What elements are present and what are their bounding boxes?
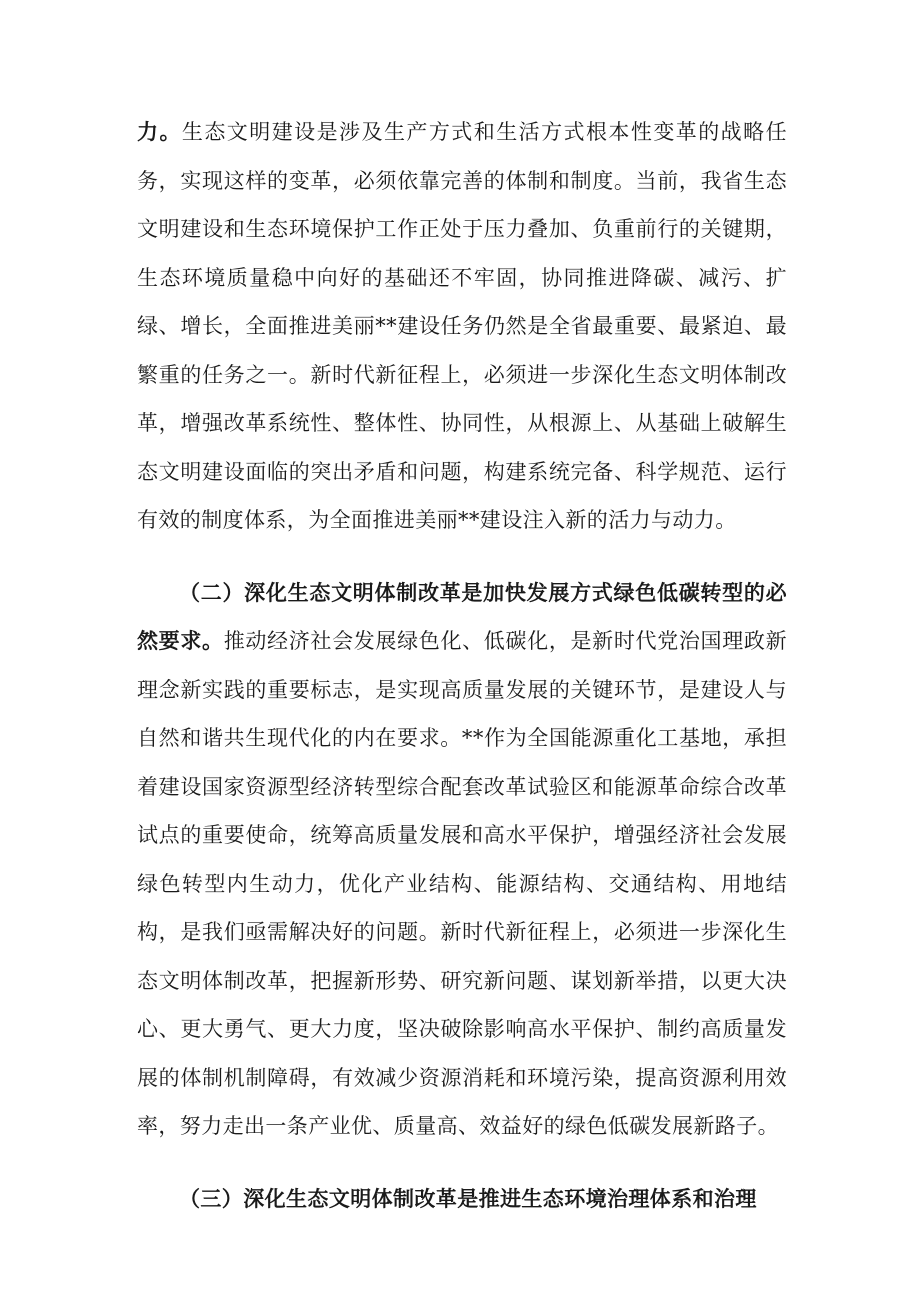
paragraph-2-body: 推动经济社会发展绿色化、低碳化，是新时代党治国理政新理念新实践的重要标志，是实现高质量发展的关键环节，是建设人与自然和谐共生现代化的内在要求。**作为全国能源重化工基地，承担着建设国家资源型经济转型综合配套改革试验区和能源革命综合改革试点的重要使命，统筹高质量发展和高水平保护，增强经济社会发展绿色转型内生动力，优化产业结构、能源结构、交通结构、用地结构，是我们亟需解决好的问题。新时代新征程上，必须进一步深化生态文明体制改革，把握新形势、研究新问题、谋划新举措，以更大决心、更大勇气、更大力度，坚决破除影响高水平保护、制约高质量发展的体制机制障碍，有效减少资源消耗和环境污染，提高资源利用效率，努力走出一条产业优、质量高、效益好的绿色低碳发展新路子。: [137, 629, 787, 1138]
paragraph-2: [137, 569, 787, 1151]
document-body: [137, 108, 787, 1223]
paragraph-1-body: 生态文明建设是涉及生产方式和生活方式根本性变革的战略任务，实现这样的变革，必须依靠完善的体制和制度。当前，我省生态文明建设和生态环境保护工作正处于压力叠加、负重前行的关键期，生态环境质量稳中向好的基础还不牢固，协同推进降碳、减污、扩绿、增长，全面推进美丽**建设任务仍然是全省最重要、最紧迫、最繁重的任务之一。新时代新征程上，必须进一步深化生态文明体制改革，增强改革系统性、整体性、协同性，从根源上、从基础上破解生态文明建设面临的突出矛盾和问题，构建系统完备、科学规范、运行有效的制度体系，为全面推进美丽**建设注入新的活力与动力。: [137, 120, 787, 532]
paragraph-3: [137, 1175, 787, 1224]
paragraph-1: [137, 108, 787, 545]
paragraph-1-lead: 力。: [137, 119, 182, 144]
paragraph-2-heading: （二）深化生态文明体制改革是加快发展方式绿色低碳转型的必然要求。: [137, 579, 787, 653]
paragraph-3-heading: （三）深化生态文明体制改革是推进生态环境治理体系和治理: [179, 1185, 757, 1211]
